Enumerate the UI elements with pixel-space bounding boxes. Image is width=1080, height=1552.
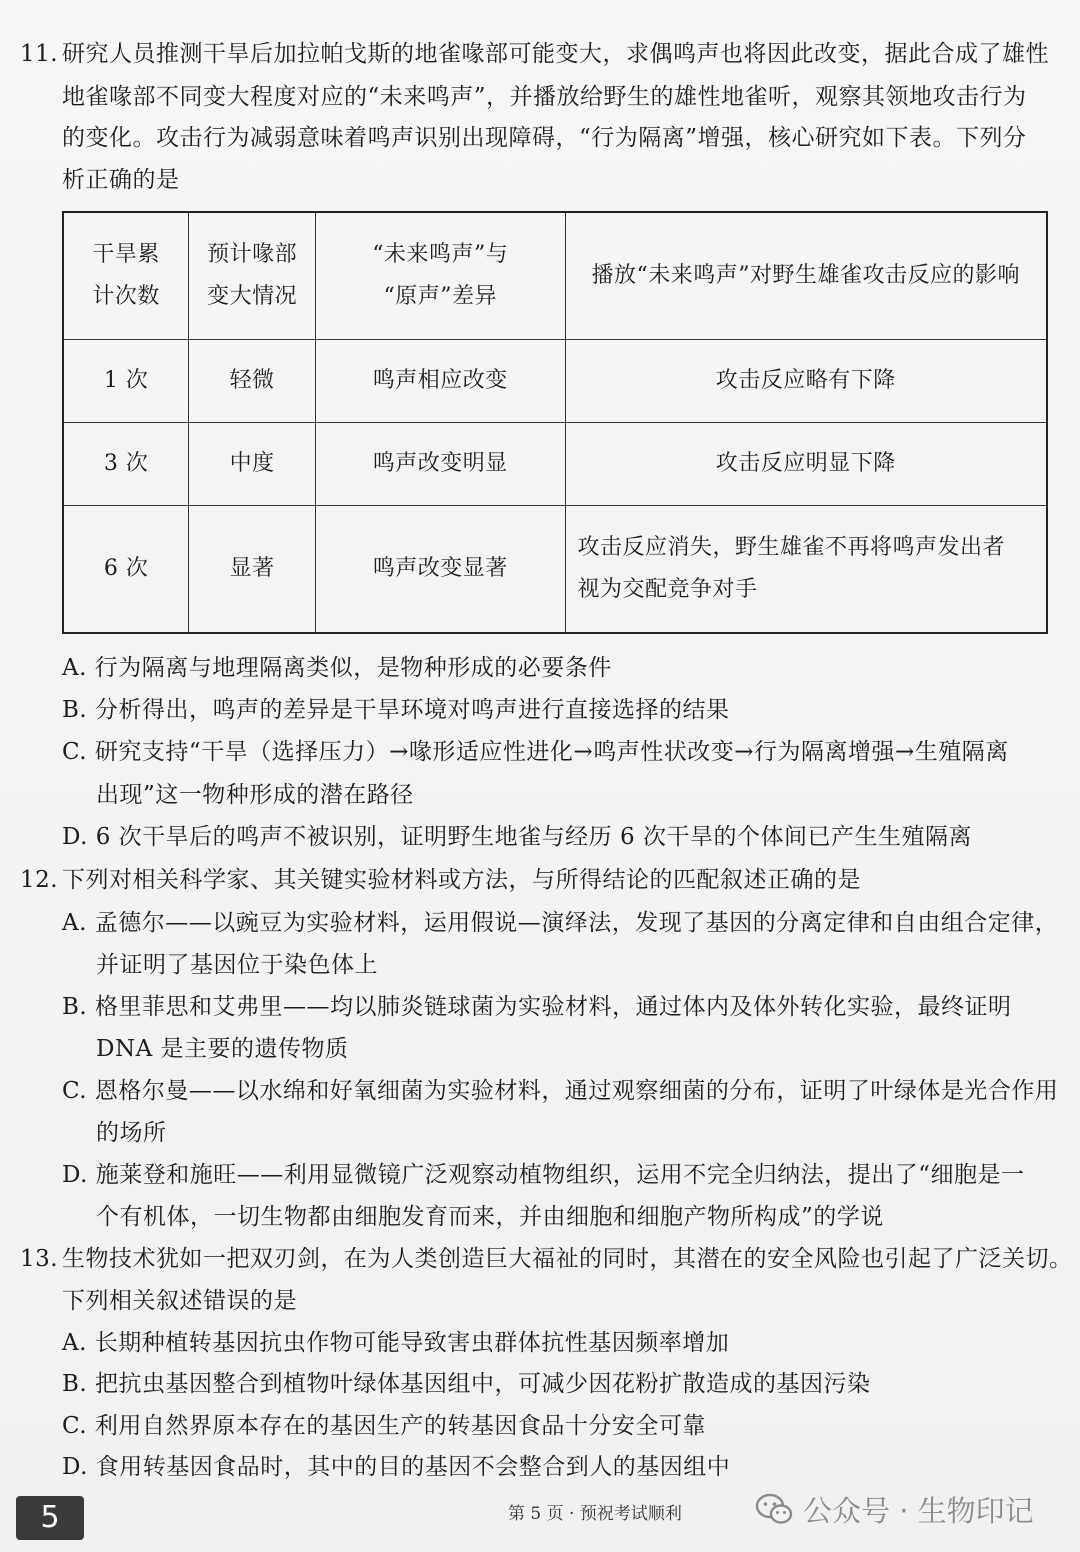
q12-option-a-cont: 并证明了基因位于染色体上 — [96, 952, 378, 978]
header-beak-change-line-2: 变大情况 — [207, 284, 298, 309]
q11-option-b: B. 分析得出，鸣声的差异是干旱环境对鸣声进行直接选择的结果 — [62, 697, 730, 723]
q13-option-c: C. 利用自然界原本存在的基因生产的转基因食品十分安全可靠 — [62, 1413, 706, 1439]
page-number-badge: 5 — [16, 1496, 84, 1540]
q13-option-b: B. 把抗虫基因整合到植物叶绿体基因组中，可减少因花粉扩散造成的基因污染 — [62, 1371, 871, 1397]
q12-option-b: B. 格里菲思和艾弗里——均以肺炎链球菌为实验材料，通过体内及体外转化实验，最终证明 — [62, 994, 1012, 1020]
cell-count: 1 次 — [63, 340, 189, 423]
cell-diff: 鸣声改变明显 — [315, 423, 565, 506]
q12-option-a: A. 孟德尔——以豌豆为实验材料，运用假说—演绎法，发现了基因的分离定律和自由组合定律， — [62, 910, 1059, 936]
cell-effect-line-1: 攻击反应消失，野生雄雀不再将鸣声发出者 — [577, 535, 1006, 560]
q11-option-c-cont: 出现”这一物种形成的潜在路径 — [96, 782, 414, 808]
header-attack-effect-line-1: 播放“未来鸣声”对野生雄雀攻击反应的影响 — [591, 263, 1020, 288]
q11-stem-line-1: 研究人员推测干旱后加拉帕戈斯的地雀喙部可能变大，求偶鸣声也将因此改变，据此合成了雄性 — [62, 41, 1049, 67]
q11-stem-line-4: 析正确的是 — [62, 167, 180, 193]
table-row — [63, 506, 1047, 634]
table-row — [63, 423, 1047, 506]
q12-option-c: C. 恩格尔曼——以水绵和好氧细菌为实验材料，通过观察细菌的分布，证明了叶绿体是光合作用 — [62, 1078, 1059, 1104]
header-beak-change — [189, 212, 316, 340]
table-header-row — [63, 212, 1047, 340]
watermark — [755, 1487, 1034, 1531]
q11-option-a: A. 行为隔离与地理隔离类似，是物种形成的必要条件 — [62, 655, 612, 681]
watermark-text: 公众号 · 生物印记 — [803, 1493, 1034, 1528]
q11-option-d: D. 6 次干旱后的鸣声不被识别，证明野生地雀与经历 6 次干旱的个体间已产生生殖隔离 — [62, 824, 972, 850]
wechat-icon — [755, 1493, 793, 1525]
q13-option-a: A. 长期种植转基因抗虫作物可能导致害虫群体抗性基因频率增加 — [62, 1330, 730, 1356]
cell-effect — [565, 506, 1047, 634]
q11-stem-line-3: 的变化。攻击行为减弱意味着鸣声识别出现障碍，“行为隔离”增强，核心研究如下表。下列分 — [62, 125, 1027, 151]
q11-option-c: C. 研究支持“干旱（选择压力）→喙形适应性进化→鸣声性状改变→行为隔离增强→生殖隔离 — [62, 739, 1009, 765]
cell-count: 3 次 — [63, 423, 189, 506]
q12-number: 12. — [20, 867, 59, 893]
header-attack-effect — [565, 212, 1047, 340]
footer-page-text: 第 5 页 · 预祝考试顺利 — [508, 1504, 682, 1524]
cell-effect-line-2: 视为交配竞争对手 — [577, 577, 758, 602]
cell-count: 6 次 — [63, 506, 189, 634]
q11-number: 11. — [20, 41, 59, 67]
q13-stem-line-2: 下列相关叙述错误的是 — [62, 1288, 297, 1314]
cell-diff: 鸣声改变显著 — [315, 506, 565, 634]
cell-beak: 中度 — [189, 423, 316, 506]
cell-beak: 轻微 — [189, 340, 316, 423]
header-song-difference — [315, 212, 565, 340]
header-beak-change-line-1: 预计喙部 — [207, 242, 298, 267]
q12-option-b-cont: DNA 是主要的遗传物质 — [96, 1036, 349, 1062]
header-song-difference-line-1: “未来鸣声”与 — [372, 242, 509, 267]
cell-effect: 攻击反应略有下降 — [565, 340, 1047, 423]
cell-diff: 鸣声相应改变 — [315, 340, 565, 423]
q12-option-c-cont: 的场所 — [96, 1120, 167, 1146]
q12-option-d-cont: 个有机体，一切生物都由细胞发育而来，并由细胞和细胞产物所构成”的学说 — [96, 1204, 884, 1230]
q12-option-d: D. 施莱登和施旺——利用显微镜广泛观察动植物组织，运用不完全归纳法，提出了“细胞是一 — [62, 1162, 1025, 1188]
header-drought-count-line-1: 干旱累 — [92, 242, 160, 267]
table-row — [63, 340, 1047, 423]
q13-stem-line-1: 生物技术犹如一把双刃剑，在为人类创造巨大福祉的同时，其潜在的安全风险也引起了广泛关切。 — [62, 1246, 1073, 1272]
cell-effect: 攻击反应明显下降 — [565, 423, 1047, 506]
q11-stem-line-2: 地雀喙部不同变大程度对应的“未来鸣声”，并播放给野生的雄性地雀听，观察其领地攻击行为 — [62, 84, 1027, 110]
q12-stem: 下列对相关科学家、其关键实验材料或方法，与所得结论的匹配叙述正确的是 — [62, 867, 861, 893]
q13-option-d: D. 食用转基因食品时，其中的目的基因不会整合到人的基因组中 — [62, 1454, 731, 1480]
header-song-difference-line-2: “原声”差异 — [383, 284, 497, 309]
q11-data-table — [62, 211, 1048, 634]
q13-number: 13. — [20, 1246, 59, 1272]
header-drought-count-line-2: 计次数 — [92, 284, 160, 309]
cell-beak: 显著 — [189, 506, 316, 634]
header-drought-count — [63, 212, 189, 340]
